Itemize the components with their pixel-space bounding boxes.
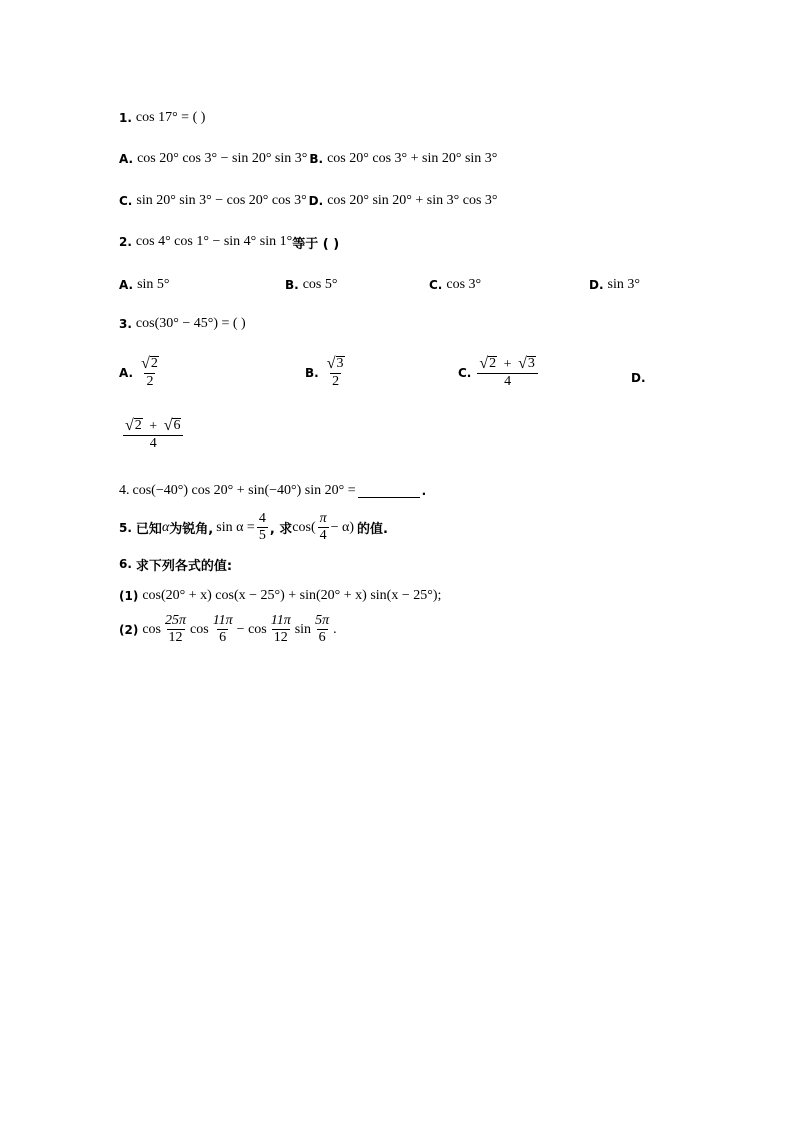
q2-option-a bbox=[119, 273, 170, 297]
q6-part-2-fraction-4-den: 6 bbox=[318, 629, 326, 645]
q1-option-d: cos 20° sin 20° + sin 3° cos 3° bbox=[327, 193, 498, 208]
q5-pi-denominator: 4 bbox=[319, 527, 327, 543]
q2-option-b bbox=[285, 273, 337, 297]
q2-option-a-text: sin 5° bbox=[137, 277, 170, 292]
q6-part-2-label: (2) bbox=[119, 622, 139, 637]
q3-option-a-denominator: 2 bbox=[146, 373, 154, 389]
q3-option-a-label: A. bbox=[119, 365, 134, 380]
q3-option-b-fraction: √ 3 2 bbox=[326, 355, 344, 389]
q6-part-2-cos-1: cos bbox=[142, 621, 161, 637]
q3-option-a bbox=[119, 356, 163, 389]
q1-option-a: cos 20° cos 3° − sin 20° sin 3° bbox=[137, 151, 308, 166]
q5-text-1: 已知 bbox=[135, 522, 162, 538]
q3-option-c-denominator: 4 bbox=[477, 373, 537, 389]
q6-part-2-fraction-2 bbox=[211, 614, 235, 645]
q3-number: 3. bbox=[119, 317, 132, 331]
q3-option-d-plus: + bbox=[149, 419, 158, 434]
q6-part-2-fraction-4-num: 5π bbox=[315, 613, 330, 628]
q2-number: 2. bbox=[119, 235, 132, 249]
q5-text-4: 的值. bbox=[357, 522, 388, 538]
q5-text-2: 为锐角, bbox=[169, 522, 214, 538]
q4-stem-text: cos(−40°) cos 20° + sin(−40°) sin 20° = bbox=[132, 483, 356, 498]
q3-option-b-label: B. bbox=[305, 365, 319, 380]
q1-option-b-label: B. bbox=[309, 152, 324, 166]
q3-option-d-denominator: 4 bbox=[123, 435, 183, 451]
q6-part-1-label: (1) bbox=[119, 589, 139, 603]
q2-option-c-label: C. bbox=[429, 278, 443, 292]
q2-stem-math: cos 4° cos 1° − sin 4° sin 1° bbox=[135, 234, 293, 249]
q3-option-b-radicand: 3 bbox=[336, 356, 344, 372]
q6-number: 6. bbox=[119, 557, 132, 571]
q6-part-2-fraction-1 bbox=[163, 614, 188, 645]
q6-part-2-fraction-3-num: 11π bbox=[270, 613, 291, 628]
q6-part-2-fraction-1-num: 25π bbox=[165, 613, 187, 628]
q3-option-b bbox=[305, 356, 349, 389]
q6-part-2-cos-2: cos bbox=[190, 621, 209, 637]
q2-stem-text: 等于 ( ) bbox=[292, 236, 340, 252]
q3-option-c-fraction: √ 2 + √ 3 4 bbox=[477, 356, 537, 389]
q1-option-c-label: C. bbox=[119, 194, 133, 208]
q3-option-a-radicand: 2 bbox=[150, 356, 158, 372]
q2-option-a-label: A. bbox=[119, 278, 134, 292]
q3-option-c-plus: + bbox=[503, 357, 512, 372]
q6-part-2-fraction-4 bbox=[313, 614, 331, 645]
q6-part-2-fraction-2-den: 6 bbox=[219, 629, 227, 645]
q3-option-d-label: D. bbox=[631, 371, 646, 385]
q2-option-d-text: sin 3° bbox=[607, 277, 640, 292]
q2-stem bbox=[119, 230, 339, 254]
q3-option-b-denominator: 2 bbox=[332, 373, 340, 389]
q3-option-c-radicand-1: 2 bbox=[489, 356, 497, 372]
q3-stem-text: cos(30° − 45°) = ( ) bbox=[135, 316, 246, 331]
q5-pi-numerator: π bbox=[319, 511, 327, 526]
q1-option-d-label: D. bbox=[308, 194, 324, 208]
q1-options-cd bbox=[119, 189, 498, 213]
q5-sin-alpha: sin α = bbox=[216, 519, 255, 535]
q6-part-2-minus-cos: − cos bbox=[236, 621, 267, 637]
q5-text-3: , 求 bbox=[269, 522, 293, 538]
q5-fraction-numerator: 4 bbox=[258, 511, 266, 526]
q2-option-b-text: cos 5° bbox=[302, 277, 338, 292]
q2-option-c bbox=[429, 273, 481, 297]
q3-option-c-radicand-2: 3 bbox=[527, 356, 535, 372]
q6-part-1-expression: cos(20° + x) cos(x − 25°) + sin(20° + x) sin(x − 25°); bbox=[142, 588, 442, 603]
q2-option-c-text: cos 3° bbox=[446, 277, 482, 292]
q3-option-d bbox=[121, 418, 185, 451]
q4-period: . bbox=[421, 484, 427, 498]
q3-option-d-fraction: √ 2 + √ 6 4 bbox=[123, 418, 183, 451]
q6-part-2-fraction-2-num: 11π bbox=[212, 613, 233, 628]
q1-option-a-label: A. bbox=[119, 152, 134, 166]
q6-part-2-fraction-3 bbox=[269, 614, 293, 645]
q6-part-2-fraction-3-den: 12 bbox=[273, 629, 288, 645]
q4-stem bbox=[119, 479, 430, 503]
q6-part-2-sin: sin bbox=[294, 621, 312, 637]
q5-number: 5. bbox=[119, 520, 132, 535]
q6-part-2-end: . bbox=[333, 621, 337, 637]
q3-option-c-label: C. bbox=[458, 365, 472, 380]
q6-title-text: 求下列各式的值: bbox=[135, 558, 233, 574]
q6-title bbox=[119, 552, 232, 576]
q4-answer-blank[interactable] bbox=[358, 485, 420, 498]
q3-option-d-radicand-1: 2 bbox=[134, 418, 142, 434]
q5-cos-close: − α) bbox=[330, 519, 355, 535]
q1-option-c: sin 20° sin 3° − cos 20° cos 3° bbox=[136, 193, 307, 208]
q2-option-b-label: B. bbox=[285, 278, 299, 292]
q1-stem-text: cos 17° = ( ) bbox=[135, 110, 206, 125]
q3-option-a-fraction: √ 2 2 bbox=[141, 355, 158, 389]
q5-cos-open: cos( bbox=[292, 519, 316, 535]
q3-option-d-label-wrap bbox=[631, 366, 650, 390]
q5-alpha: α bbox=[161, 519, 170, 535]
q3-option-d-radicand-2: 6 bbox=[173, 418, 181, 434]
q1-option-b: cos 20° cos 3° + sin 20° sin 3° bbox=[327, 151, 498, 166]
q1-number: 1. bbox=[119, 111, 132, 125]
q1-stem bbox=[119, 106, 205, 130]
q1-options-ab bbox=[119, 147, 497, 171]
q5-stem bbox=[119, 512, 388, 543]
q2-option-d bbox=[589, 273, 640, 297]
q6-part-2 bbox=[119, 614, 337, 645]
q2-option-d-label: D. bbox=[589, 278, 604, 292]
q5-fraction bbox=[257, 512, 268, 543]
q6-part-2-fraction-1-den: 12 bbox=[168, 629, 183, 645]
q3-stem bbox=[119, 312, 246, 336]
q5-pi-fraction bbox=[318, 512, 329, 543]
q6-part-1 bbox=[119, 584, 441, 608]
q3-option-c bbox=[458, 356, 540, 389]
q4-number: 4. bbox=[119, 483, 130, 498]
q5-fraction-denominator: 5 bbox=[258, 527, 266, 543]
